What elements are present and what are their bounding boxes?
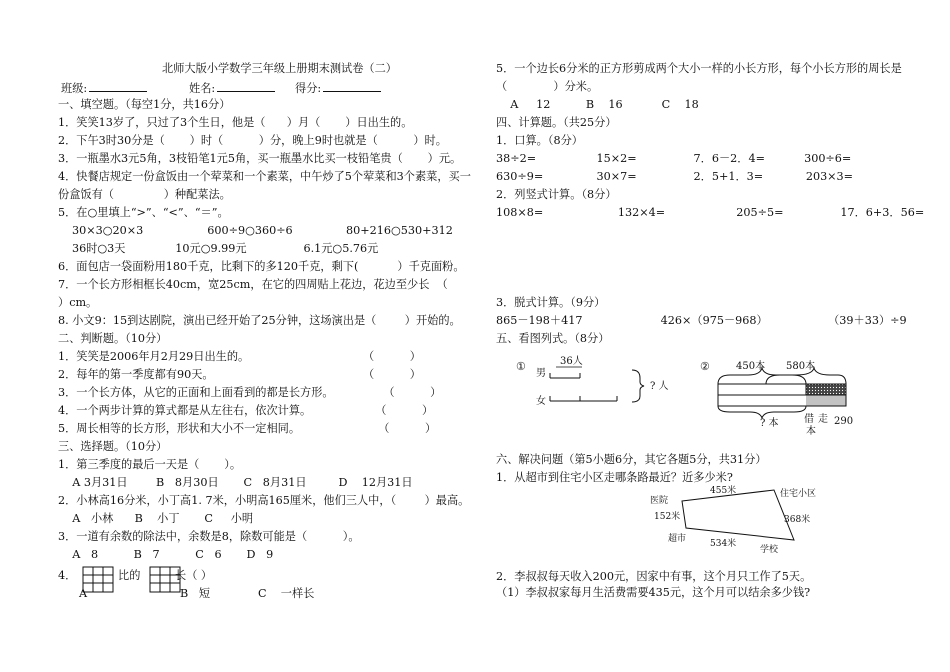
left-line: 3．一个长方体，从它的正面和上面看到的都是长方形。 （ ） <box>58 386 442 399</box>
figure-2-question: ? 本 <box>760 418 779 429</box>
name-field[interactable] <box>217 81 275 92</box>
q4-end-text: 长（ ） <box>175 569 213 582</box>
left-line: 一、填空题。（每空1分，共16分） <box>58 98 231 111</box>
figure-2-number: 290 <box>834 416 854 427</box>
left-line: 2．小林高16分米，小丁高1. 7米，小明高165厘米，他们三人中，（ ）最高。 <box>58 494 470 507</box>
left-line: 5．周长相等的长方形，形状和大小不一定相同。 （ ） <box>58 422 437 435</box>
left-line: 30×3○20×3 600÷9○360÷6 80+216○530+312 <box>72 224 453 237</box>
class-label: 班级: <box>61 81 147 96</box>
left-line: 4．一个两步计算的算式都是从左往右，依次计算。 （ ） <box>58 404 434 417</box>
map-distance-right: 368米 <box>784 515 811 525</box>
left-line: 1．笑笑13岁了，只过了3个生日，他是（ ）月（ ）日出生的。 <box>58 116 413 129</box>
left-line: 6．面包店一袋面粉用180千克，比剩下的多120千克，剩下( ）千克面粉。 <box>58 260 465 273</box>
class-field[interactable] <box>89 81 147 92</box>
right-line: 5．一个边长6分米的正方形剪成两个大小一样的小长方形，每个小长方形的周长是 <box>496 62 902 75</box>
figure-2-label-a: 450本 <box>736 361 766 372</box>
left-line: 2．下午3时30分是（ ）时（ ）分，晚上9时也就是（ ）时。 <box>58 134 447 147</box>
map-distance-top: 455米 <box>710 486 737 496</box>
right-line: 2．李叔叔每天收入200元，因家中有事，这个月只工作了5天。 <box>496 570 812 583</box>
left-line: 2．每年的第一季度都有90天。 （ ） <box>58 368 421 381</box>
figure-2-borrow-2: 走 <box>818 414 828 425</box>
q4-middle-text: 比的 <box>118 569 141 582</box>
right-line: 3．脱式计算。（9分） <box>496 296 606 309</box>
q4-option-c[interactable]: C 一样长 <box>258 587 315 600</box>
left-line: 4．快餐店规定一份盒饭由一个荤菜和一个素菜，中午炒了5个荤菜和3个素菜，买一 <box>58 170 471 183</box>
right-line: 五、看图列式。（8分） <box>496 332 610 345</box>
left-line: 36时○3天 10元○9.99元 6.1元○5.76元 <box>72 242 379 255</box>
figure-1-top-label: 36人 <box>560 356 583 367</box>
right-line: 1．口算。（8分） <box>496 134 583 147</box>
right-line: 1．从超市到住宅小区走哪条路最近？近多少米? <box>496 471 733 484</box>
map-market-label: 超市 <box>668 534 687 544</box>
q4-number: 4． <box>58 569 77 582</box>
left-line: 1．第三季度的最后一天是（ ）。 <box>58 458 242 471</box>
right-line: 四、计算题。（共25分） <box>496 116 617 129</box>
left-line: A 8 B 7 C 6 D 9 <box>58 548 274 561</box>
figure-2-borrow-1: 借 <box>804 414 814 425</box>
figure-2-circle: ② <box>700 360 710 373</box>
map-distance-left: 152米 <box>654 512 681 522</box>
figure-2-ben: 本 <box>806 426 816 437</box>
left-line: 二、判断题。（10分） <box>58 332 168 345</box>
map-school-label: 学校 <box>760 545 779 555</box>
figure-1-question: ? 人 <box>650 381 669 392</box>
left-line: 3．一瓶墨水3元5角，3枝铅笔1元5角，买一瓶墨水比买一枝铅笔贵（ ）元。 <box>58 152 462 165</box>
map-distance-bottom: 534米 <box>710 539 737 549</box>
right-line: A 12 B 16 C 18 <box>496 98 699 111</box>
right-line: 2．列竖式计算。（8分） <box>496 188 617 201</box>
left-line: A 小林 B 小丁 C 小明 <box>58 512 254 525</box>
figure-1-diagram <box>512 352 712 414</box>
score-label: 得分: <box>295 81 381 96</box>
left-line: 3．一道有余数的除法中，余数是8，除数可能是（ ）。 <box>58 530 360 543</box>
figure-1-boy-label: 男 <box>536 368 546 379</box>
left-line: A 3月31日 B 8月30日 C 8月31日 D 12月31日 <box>58 476 413 489</box>
figure-2-label-b: 580本 <box>786 361 816 372</box>
q4-option-b[interactable]: B 短 <box>180 587 211 600</box>
left-line: 份盒饭有（ ）种配菜法。 <box>58 188 231 201</box>
map-home-label: 住宅小区 <box>780 489 817 499</box>
right-line: 865－198＋417 426×（975－968） （39＋33）÷9 <box>496 314 907 327</box>
page-title: 北师大版小学数学三年级上册期末测试卷（二） <box>162 62 397 75</box>
right-line: 108×8= 132×4= 205÷5= 17．6+3．56= <box>496 206 925 219</box>
left-line: ）cm。 <box>58 296 98 309</box>
left-line: 7．一个长方形相框长40cm，宽25cm，在它的四周贴上花边，花边至少长 （ <box>58 278 448 291</box>
right-line: 630÷9= 30×7= 2．5+1．3= 203×3= <box>496 170 854 183</box>
figure-2-diagram <box>700 356 880 437</box>
left-line: 1．笑笑是2006年月2月29日出生的。 （ ） <box>58 350 421 363</box>
left-line: 8. 小文9：15到达剧院，演出已经开始了25分钟，这场演出是（ ）开始的。 <box>58 314 461 327</box>
map-hospital-label: 医院 <box>650 496 669 506</box>
left-line: 三、选择题。（10分） <box>58 440 168 453</box>
right-line: 38÷2= 15×2= 7．6－2．4= 300÷6= <box>496 152 852 165</box>
right-line: （1）李叔叔家每月生活费需要435元，这个月可以结余多少钱? <box>496 586 811 599</box>
name-label: 姓名: <box>189 81 275 96</box>
figure-1-girl-label: 女 <box>536 396 546 407</box>
q4-option-a[interactable]: A <box>79 587 88 600</box>
right-line: （ ）分米。 <box>496 80 599 93</box>
route-map <box>640 484 840 564</box>
figure-1-circle: ① <box>516 360 526 373</box>
left-line: 5．在○里填上“>”、“<”、“＝”。 <box>58 206 229 219</box>
score-field[interactable] <box>323 81 381 92</box>
right-line: 六、解决问题（第5小题6分，其它各题5分，共31分） <box>496 453 767 466</box>
